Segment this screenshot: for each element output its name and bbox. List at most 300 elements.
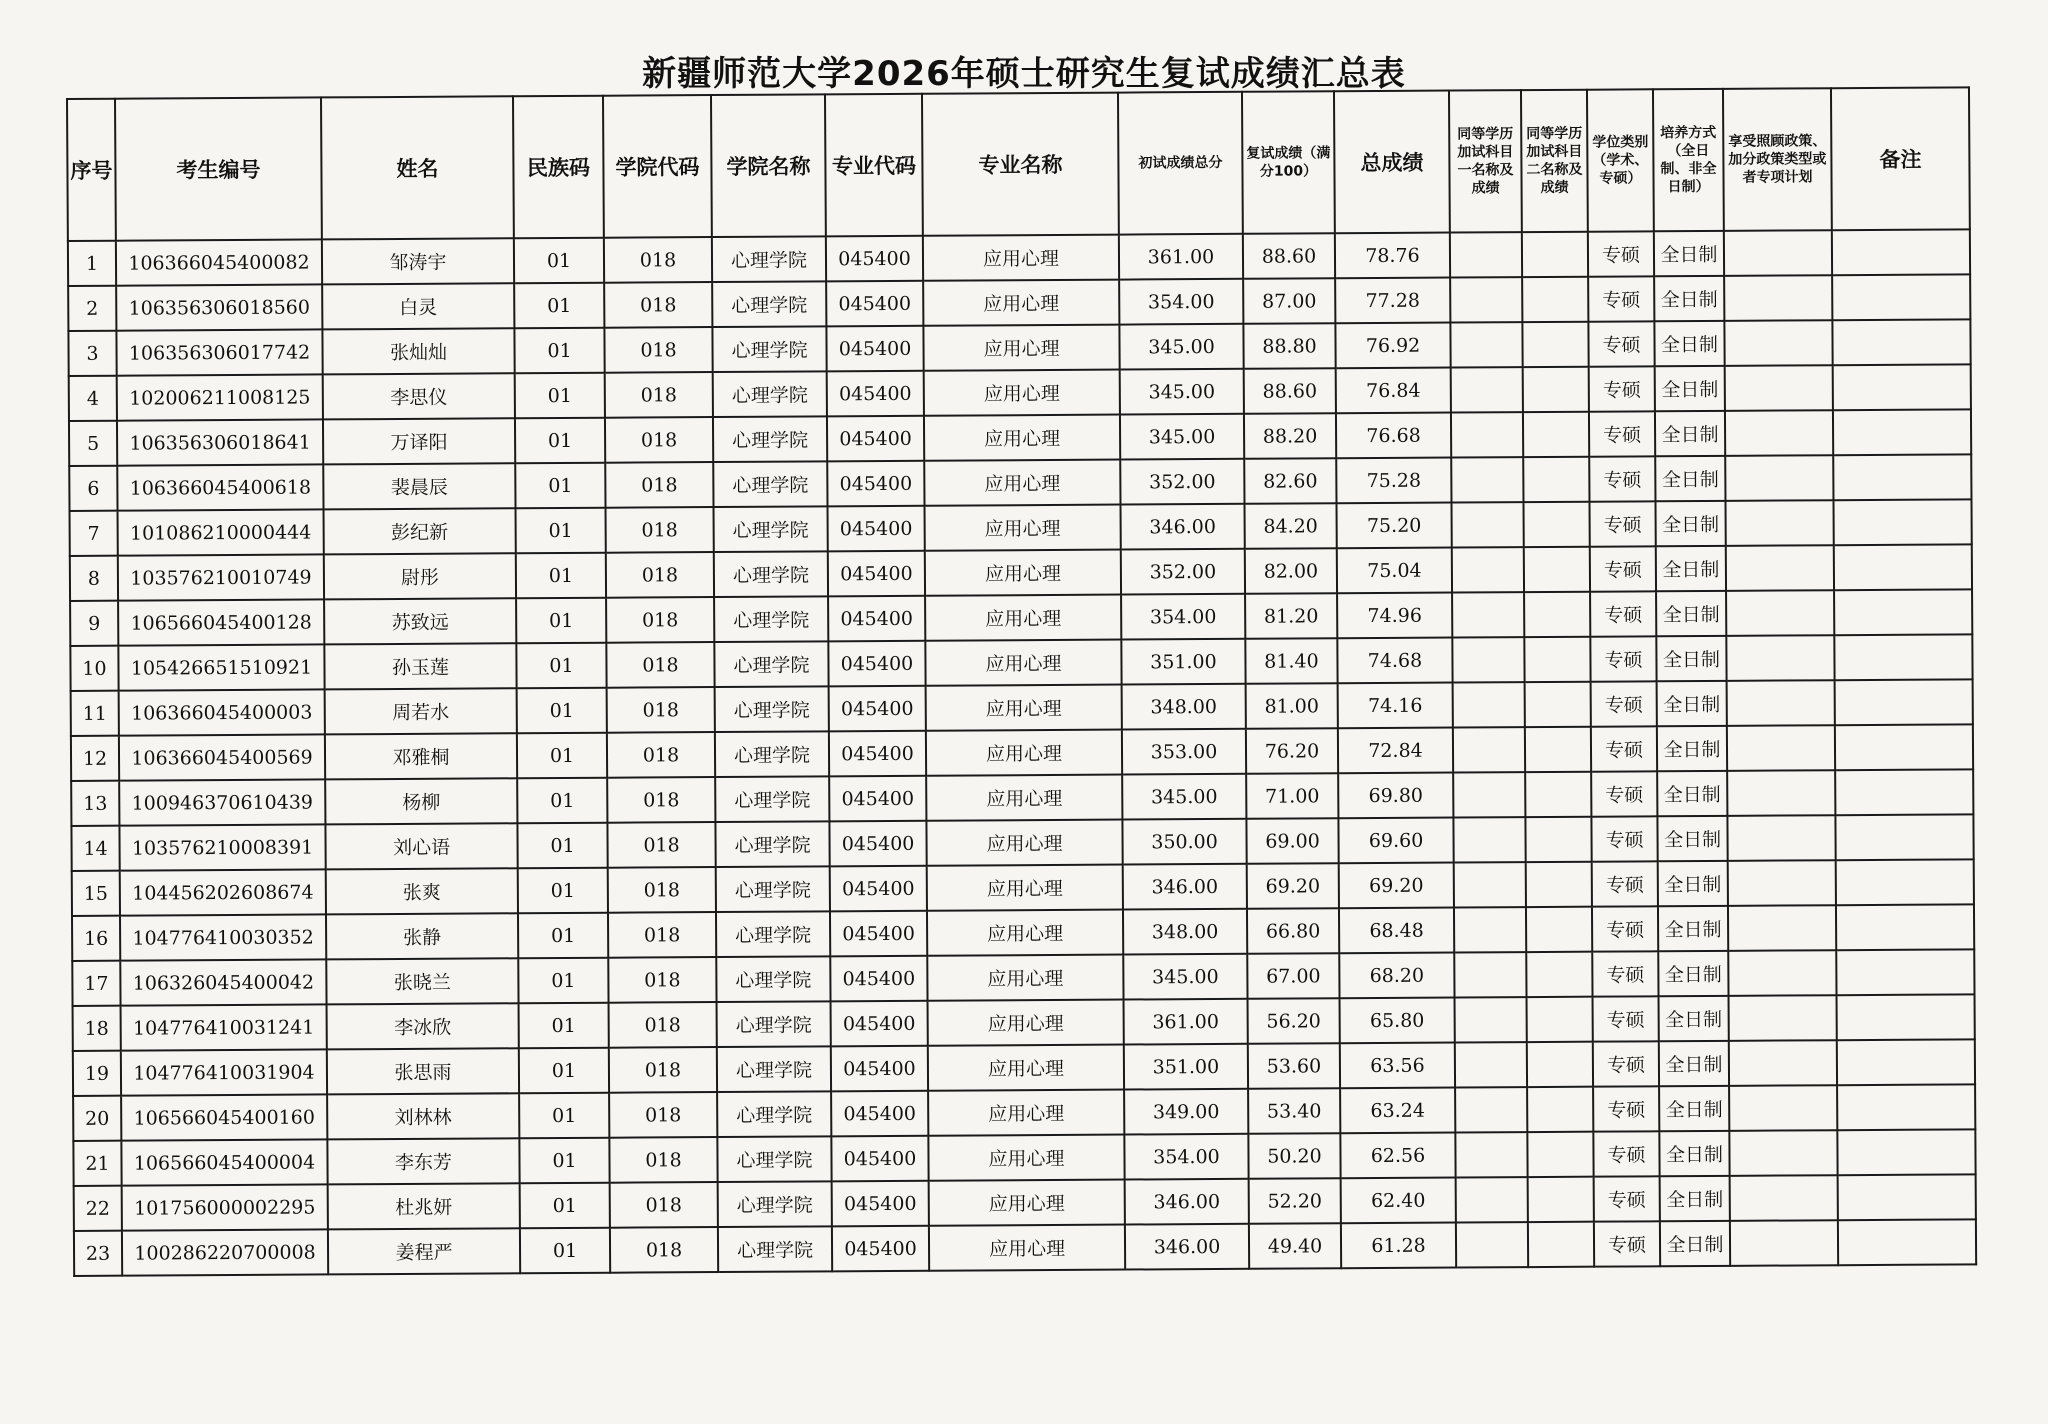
table-cell: 018 <box>609 1002 717 1048</box>
table-cell <box>1522 232 1588 277</box>
table-cell <box>1455 997 1527 1042</box>
table-cell: 专硕 <box>1590 546 1656 591</box>
table-cell: 018 <box>604 282 712 328</box>
table-cell: 88.60 <box>1243 233 1335 279</box>
table-cell <box>1526 952 1592 997</box>
table-cell <box>1456 1222 1528 1267</box>
table-cell <box>1730 1175 1838 1221</box>
table-cell: 应用心理 <box>926 820 1122 866</box>
table-cell: 20 <box>73 1096 121 1141</box>
table-cell: 8 <box>70 556 118 601</box>
column-header: 专业代码 <box>825 94 923 237</box>
table-cell: 专硕 <box>1591 816 1657 861</box>
table-cell: 应用心理 <box>928 1045 1124 1091</box>
table-cell: 81.40 <box>1245 638 1337 684</box>
table-cell: 106366045400082 <box>116 239 322 285</box>
table-cell: 全日制 <box>1655 456 1725 501</box>
table-cell: 全日制 <box>1659 996 1729 1041</box>
table-cell: 张爽 <box>326 868 518 914</box>
table-cell: 104776410031241 <box>121 1004 327 1050</box>
column-header: 初试成绩总分 <box>1118 92 1243 235</box>
table-cell: 应用心理 <box>923 280 1119 326</box>
table-cell: 张静 <box>326 913 518 959</box>
table-cell: 01 <box>519 1048 609 1094</box>
table-cell: 全日制 <box>1656 591 1726 636</box>
table-cell <box>1526 907 1592 952</box>
table-cell <box>1725 455 1833 501</box>
table-cell: 045400 <box>831 1136 928 1182</box>
table-cell: 354.00 <box>1121 594 1245 640</box>
table-cell: 全日制 <box>1657 726 1727 771</box>
table-cell: 106366045400003 <box>119 689 325 735</box>
table-cell <box>1527 1042 1593 1087</box>
table-cell <box>1450 322 1522 367</box>
table-cell <box>1729 1085 1837 1131</box>
table-cell: 全日制 <box>1656 546 1726 591</box>
table-cell: 01 <box>516 643 606 689</box>
table-cell: 346.00 <box>1125 1179 1249 1225</box>
table-cell: 应用心理 <box>927 865 1123 911</box>
table-cell: 018 <box>604 327 712 373</box>
table-cell: 专硕 <box>1589 456 1655 501</box>
column-header: 享受照顾政策、加分政策类型或者专项计划 <box>1723 88 1832 231</box>
table-cell <box>1835 769 1973 815</box>
table-cell: 专硕 <box>1589 366 1655 411</box>
table-cell: 心理学院 <box>713 461 827 507</box>
table-cell: 018 <box>606 642 714 688</box>
column-header: 专业名称 <box>922 93 1119 236</box>
table-cell: 76.68 <box>1336 413 1451 459</box>
table-cell <box>1451 367 1523 412</box>
table-cell: 346.00 <box>1121 504 1245 550</box>
table-cell: 52.20 <box>1249 1178 1341 1224</box>
table-cell: 045400 <box>828 596 925 642</box>
table-cell: 全日制 <box>1657 681 1727 726</box>
table-cell: 045400 <box>831 1091 928 1137</box>
table-cell <box>1527 1132 1593 1177</box>
table-cell: 68.20 <box>1339 953 1454 999</box>
table-cell: 045400 <box>826 281 923 327</box>
table-cell: 心理学院 <box>716 911 830 957</box>
table-cell: 018 <box>604 237 712 283</box>
table-cell <box>1833 409 1971 455</box>
table-cell: 专硕 <box>1591 726 1657 771</box>
table-cell: 76.84 <box>1336 368 1451 414</box>
table-cell: 045400 <box>829 821 926 867</box>
table-cell: 349.00 <box>1124 1089 1248 1135</box>
table-cell <box>1525 772 1591 817</box>
table-cell: 应用心理 <box>923 325 1119 371</box>
table-cell: 应用心理 <box>928 1135 1124 1181</box>
table-cell: 7 <box>70 511 118 556</box>
table-cell: 01 <box>517 733 607 779</box>
table-cell <box>1727 815 1835 861</box>
table-cell <box>1525 817 1591 862</box>
table-cell: 53.40 <box>1248 1088 1340 1134</box>
table-cell <box>1451 502 1523 547</box>
table-cell: 心理学院 <box>712 326 826 372</box>
table-cell: 01 <box>518 868 608 914</box>
column-header: 总成绩 <box>1334 91 1450 234</box>
table-cell: 106566045400160 <box>121 1094 327 1140</box>
table-cell: 心理学院 <box>714 506 828 552</box>
table-cell <box>1524 637 1590 682</box>
table-cell <box>1455 1132 1527 1177</box>
table-cell: 045400 <box>827 371 924 417</box>
table-cell <box>1835 679 1973 725</box>
table-cell: 专硕 <box>1593 1041 1659 1086</box>
table-cell <box>1728 950 1836 996</box>
table-cell: 345.00 <box>1120 414 1244 460</box>
table-cell: 4 <box>69 376 117 421</box>
table-cell <box>1451 457 1523 502</box>
table-cell: 018 <box>609 1047 717 1093</box>
table-cell: 045400 <box>829 776 926 822</box>
table-cell <box>1837 994 1975 1040</box>
table-cell: 018 <box>607 777 715 823</box>
table-cell: 全日制 <box>1660 1221 1730 1266</box>
table-cell <box>1726 590 1834 636</box>
table-cell: 全日制 <box>1658 906 1728 951</box>
table-cell: 018 <box>609 1137 717 1183</box>
table-cell <box>1832 319 1970 365</box>
table-cell: 01 <box>518 958 608 1004</box>
table-cell: 348.00 <box>1122 684 1246 730</box>
table-cell: 88.80 <box>1243 323 1335 369</box>
table-cell: 张晓兰 <box>326 958 518 1004</box>
table-cell: 杨柳 <box>325 778 517 824</box>
table-cell <box>1525 727 1591 772</box>
table-cell: 352.00 <box>1121 549 1245 595</box>
table-cell: 01 <box>514 238 604 284</box>
table-cell: 全日制 <box>1659 1086 1729 1131</box>
table-cell: 尉彤 <box>324 553 516 599</box>
table-cell: 专硕 <box>1593 1086 1659 1131</box>
table-cell: 361.00 <box>1119 234 1243 280</box>
table-cell: 045400 <box>827 416 924 462</box>
column-header: 培养方式（全日制、非全日制） <box>1653 89 1724 231</box>
table-cell: 106356306018641 <box>117 419 323 465</box>
table-cell: 77.28 <box>1335 278 1450 324</box>
table-cell: 应用心理 <box>925 505 1121 551</box>
table-cell <box>1724 275 1832 321</box>
table-cell: 361.00 <box>1124 999 1248 1045</box>
table-cell: 50.20 <box>1248 1133 1340 1179</box>
table-cell: 63.24 <box>1340 1088 1455 1134</box>
table-cell: 045400 <box>828 506 925 552</box>
table-cell <box>1528 1222 1594 1267</box>
table-cell: 01 <box>519 1093 609 1139</box>
table-cell: 045400 <box>829 731 926 777</box>
table-cell: 彭纪新 <box>324 508 516 554</box>
table-cell <box>1454 907 1526 952</box>
table-cell: 104456202608674 <box>120 869 326 915</box>
table-cell: 01 <box>516 598 606 644</box>
table-cell <box>1452 592 1524 637</box>
table-cell: 72.84 <box>1338 728 1453 774</box>
table-cell: 69.20 <box>1247 863 1339 909</box>
table-cell: 10 <box>70 646 118 691</box>
table-cell: 3 <box>68 331 116 376</box>
table-cell: 045400 <box>830 911 927 957</box>
table-cell: 104776410030352 <box>120 914 326 960</box>
table-cell: 74.16 <box>1338 683 1453 729</box>
table-cell: 11 <box>71 691 119 736</box>
table-cell: 53.60 <box>1248 1043 1340 1089</box>
table-cell: 045400 <box>830 956 927 1002</box>
table-cell: 106566045400004 <box>121 1139 327 1185</box>
table-cell: 应用心理 <box>924 460 1120 506</box>
table-cell: 心理学院 <box>716 866 830 912</box>
table-cell: 01 <box>520 1228 610 1274</box>
table-cell: 350.00 <box>1122 819 1246 865</box>
table-cell: 心理学院 <box>718 1181 832 1227</box>
table-cell <box>1834 634 1972 680</box>
table-cell: 李东芳 <box>327 1138 519 1184</box>
table-cell: 应用心理 <box>929 1180 1125 1226</box>
table-cell <box>1833 499 1971 545</box>
table-cell: 专硕 <box>1590 636 1656 681</box>
table-cell: 018 <box>608 912 716 958</box>
table-cell <box>1727 725 1835 771</box>
table-cell: 345.00 <box>1123 954 1247 1000</box>
table-cell: 76.20 <box>1246 728 1338 774</box>
table-cell: 106366045400618 <box>117 464 323 510</box>
table-body <box>68 229 1976 1276</box>
table-cell <box>1453 727 1525 772</box>
table-cell <box>1526 862 1592 907</box>
table-cell: 9 <box>70 601 118 646</box>
table-cell: 88.20 <box>1244 413 1336 459</box>
table-cell <box>1729 995 1837 1041</box>
table-cell: 心理学院 <box>714 641 828 687</box>
table-cell: 01 <box>517 688 607 734</box>
table-cell: 71.00 <box>1246 773 1338 819</box>
table-cell: 045400 <box>826 326 923 372</box>
table-cell: 045400 <box>828 641 925 687</box>
table-cell: 21 <box>73 1141 121 1186</box>
table-cell: 全日制 <box>1654 321 1724 366</box>
column-header: 民族码 <box>513 96 604 239</box>
table-cell: 75.28 <box>1336 458 1451 504</box>
table-cell: 346.00 <box>1125 1224 1249 1270</box>
table-cell: 全日制 <box>1660 1176 1730 1221</box>
table-cell <box>1522 322 1588 367</box>
table-cell <box>1527 1087 1593 1132</box>
table-cell: 01 <box>515 463 605 509</box>
table-cell: 专硕 <box>1588 321 1654 366</box>
table-cell: 14 <box>71 826 119 871</box>
table-cell <box>1833 364 1971 410</box>
table-cell <box>1528 1177 1594 1222</box>
table-cell: 01 <box>520 1183 610 1229</box>
table-cell: 103576210008391 <box>119 824 325 870</box>
table-cell: 心理学院 <box>715 821 829 867</box>
table-cell <box>1525 682 1591 727</box>
table-cell: 应用心理 <box>928 1000 1124 1046</box>
table-cell: 354.00 <box>1119 279 1243 325</box>
table-cell <box>1837 1039 1975 1085</box>
table-cell: 心理学院 <box>716 956 830 1002</box>
table-cell: 心理学院 <box>714 596 828 642</box>
table-cell: 全日制 <box>1657 816 1727 861</box>
table-cell: 专硕 <box>1592 906 1658 951</box>
table-cell: 63.56 <box>1340 1043 1455 1089</box>
table-cell: 全日制 <box>1654 276 1724 321</box>
table-cell: 应用心理 <box>924 415 1120 461</box>
table-cell: 045400 <box>828 551 925 597</box>
table-cell: 69.60 <box>1338 818 1453 864</box>
table-cell: 孙玉莲 <box>324 643 516 689</box>
table-cell: 018 <box>605 462 713 508</box>
table-cell: 心理学院 <box>714 551 828 597</box>
table-cell: 15 <box>72 871 120 916</box>
table-cell: 018 <box>605 372 713 418</box>
table-cell <box>1523 412 1589 457</box>
table-cell: 专硕 <box>1594 1221 1660 1266</box>
header-row <box>67 87 1970 241</box>
table-cell: 01 <box>516 553 606 599</box>
table-cell <box>1835 814 1973 860</box>
table-cell: 全日制 <box>1655 411 1725 456</box>
table-cell: 专硕 <box>1591 771 1657 816</box>
table-cell: 61.28 <box>1341 1223 1456 1269</box>
column-header: 序号 <box>67 99 116 241</box>
document-title: 新疆师范大学2026年硕士研究生复试成绩汇总表 <box>642 54 1406 94</box>
table-cell: 62.40 <box>1341 1178 1456 1224</box>
table-cell: 76.92 <box>1335 323 1450 369</box>
table-cell: 69.80 <box>1338 773 1453 819</box>
table-cell: 01 <box>518 913 608 959</box>
table-cell: 心理学院 <box>717 1046 831 1092</box>
table-cell: 心理学院 <box>717 1136 831 1182</box>
table-cell <box>1726 545 1834 591</box>
table-cell <box>1834 589 1972 635</box>
table-cell: 应用心理 <box>927 910 1123 956</box>
table-cell: 应用心理 <box>927 955 1123 1001</box>
table-cell: 88.60 <box>1244 368 1336 414</box>
score-table <box>66 86 1977 1277</box>
table-cell: 045400 <box>831 1001 928 1047</box>
table-cell: 专硕 <box>1588 276 1654 321</box>
table-cell: 杜兆妍 <box>328 1183 520 1229</box>
table-cell: 专硕 <box>1588 231 1654 276</box>
table-cell <box>1832 229 1970 275</box>
table-cell: 045400 <box>826 236 923 282</box>
table-cell: 12 <box>71 736 119 781</box>
table-cell: 心理学院 <box>715 776 829 822</box>
table-cell: 心理学院 <box>718 1226 832 1272</box>
table-cell: 苏致远 <box>324 598 516 644</box>
table-cell <box>1522 277 1588 322</box>
table-cell: 全日制 <box>1658 861 1728 906</box>
table-cell <box>1836 904 1974 950</box>
table-cell: 全日制 <box>1656 636 1726 681</box>
table-cell <box>1833 454 1971 500</box>
table-cell: 106326045400042 <box>120 959 326 1005</box>
table-cell: 周若水 <box>325 688 517 734</box>
table-cell: 045400 <box>831 1046 928 1092</box>
table-cell: 01 <box>515 373 605 419</box>
table-cell: 专硕 <box>1593 996 1659 1041</box>
table-cell: 68.48 <box>1339 908 1454 954</box>
table-cell: 姜程严 <box>328 1228 520 1274</box>
table-cell <box>1837 1084 1975 1130</box>
table-cell <box>1729 1130 1837 1176</box>
table-cell: 018 <box>607 822 715 868</box>
table-cell: 张灿灿 <box>322 328 514 374</box>
table-cell: 应用心理 <box>925 640 1121 686</box>
table-cell: 62.56 <box>1340 1133 1455 1179</box>
table-cell: 106356306017742 <box>116 329 322 375</box>
table-cell: 应用心理 <box>928 1090 1124 1136</box>
column-header: 姓名 <box>321 96 514 239</box>
table-cell: 69.20 <box>1339 863 1454 909</box>
table-cell: 全日制 <box>1655 501 1725 546</box>
table-cell: 李思仪 <box>323 373 515 419</box>
table-cell: 01 <box>517 778 607 824</box>
table-cell: 018 <box>605 417 713 463</box>
table-cell: 104776410031904 <box>121 1049 327 1095</box>
table-cell: 018 <box>606 597 714 643</box>
table-cell: 心理学院 <box>712 281 826 327</box>
table-cell <box>1836 949 1974 995</box>
table-cell: 全日制 <box>1655 366 1725 411</box>
table-cell: 全日制 <box>1659 1131 1729 1176</box>
table-cell: 心理学院 <box>717 1001 831 1047</box>
table-cell: 018 <box>609 1092 717 1138</box>
table-cell: 018 <box>606 552 714 598</box>
table-cell: 专硕 <box>1589 411 1655 456</box>
table-cell: 84.20 <box>1245 503 1337 549</box>
table-cell <box>1728 905 1836 951</box>
table-cell: 74.68 <box>1337 638 1452 684</box>
table-cell <box>1453 772 1525 817</box>
table-cell <box>1724 230 1832 276</box>
table-cell: 354.00 <box>1124 1134 1248 1180</box>
table-cell: 应用心理 <box>924 370 1120 416</box>
table-cell: 万译阳 <box>323 418 515 464</box>
table-cell: 全日制 <box>1654 231 1724 276</box>
table-cell: 01 <box>516 508 606 554</box>
table-cell: 75.04 <box>1337 548 1452 594</box>
table-cell <box>1455 1042 1527 1087</box>
table-cell: 87.00 <box>1243 278 1335 324</box>
table-cell: 65.80 <box>1340 998 1455 1044</box>
table-cell: 邹涛宇 <box>322 238 514 284</box>
table-cell: 13 <box>71 781 119 826</box>
table-cell: 应用心理 <box>925 595 1121 641</box>
table-cell: 101086210000444 <box>118 509 324 555</box>
table-cell: 81.20 <box>1245 593 1337 639</box>
table-cell <box>1727 680 1835 726</box>
table-cell: 67.00 <box>1247 953 1339 999</box>
table-cell: 045400 <box>829 686 926 732</box>
table-cell <box>1728 860 1836 906</box>
table-cell <box>1727 770 1835 816</box>
table-cell <box>1523 502 1589 547</box>
table-cell: 018 <box>610 1182 718 1228</box>
table-cell: 专硕 <box>1592 861 1658 906</box>
column-header: 考生编号 <box>115 97 322 240</box>
table-cell: 105426651510921 <box>118 644 324 690</box>
table-cell: 19 <box>73 1051 121 1096</box>
table-cell: 16 <box>72 916 120 961</box>
table-cell: 106356306018560 <box>116 284 322 330</box>
table-cell: 78.76 <box>1335 233 1450 279</box>
table-cell: 75.20 <box>1336 503 1451 549</box>
table-cell: 17 <box>72 961 120 1006</box>
